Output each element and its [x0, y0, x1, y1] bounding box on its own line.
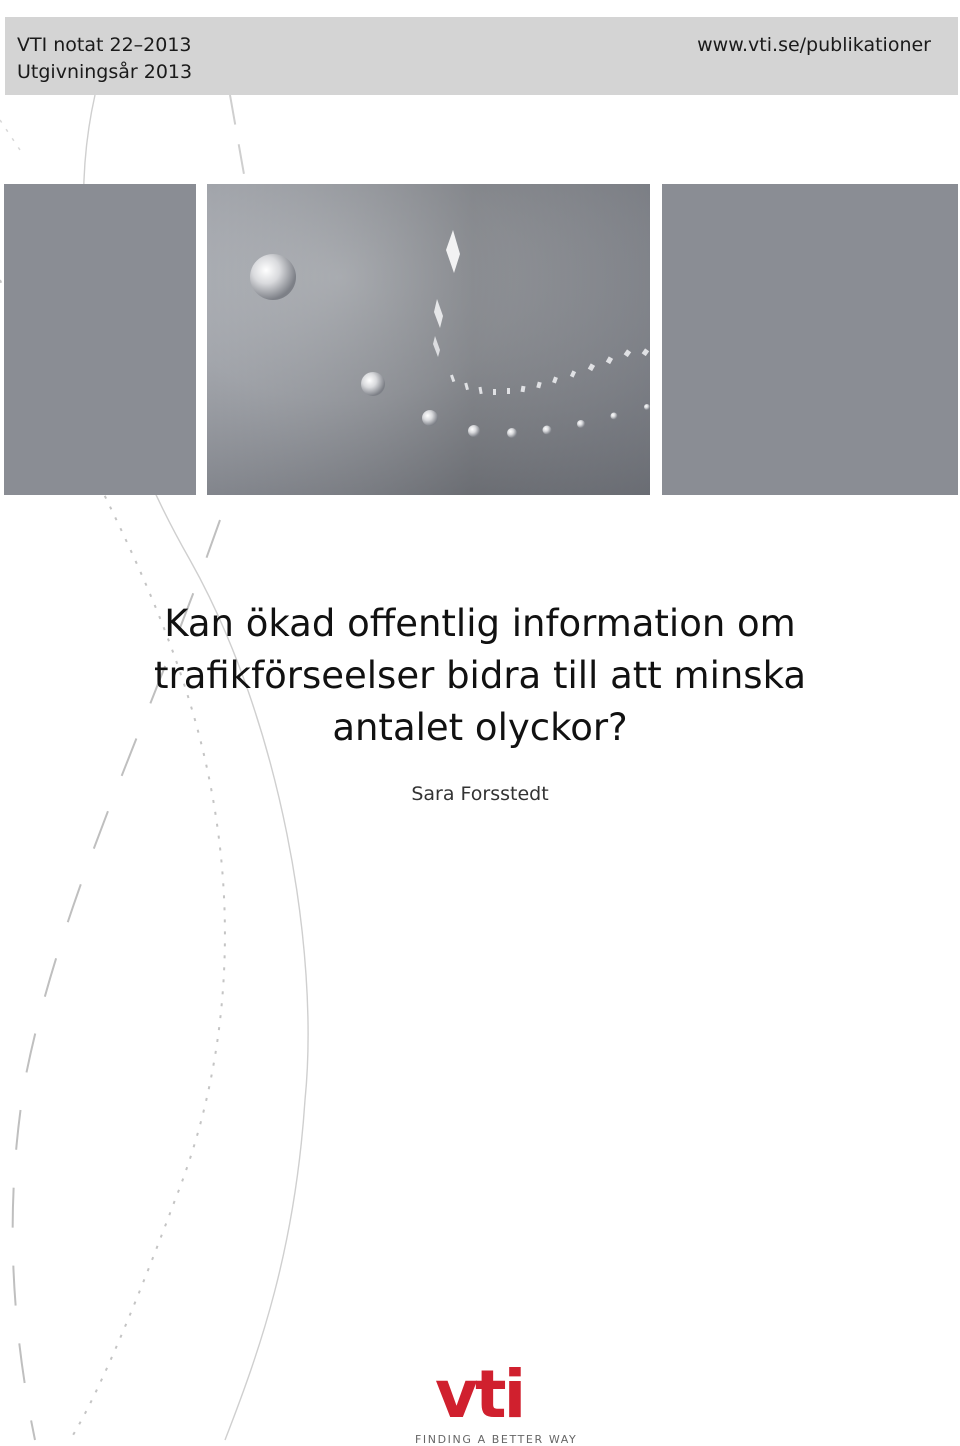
sphere-5: [507, 428, 517, 438]
sphere-9: [644, 404, 650, 410]
right-gray-panel: [662, 184, 958, 495]
website-url[interactable]: www.vti.se/publikationer: [697, 34, 931, 56]
left-gray-panel: [4, 184, 196, 495]
report-title: [80, 598, 880, 754]
sphere-2: [361, 372, 385, 396]
title-line-2: trafikförseelser bidra till att minska: [153, 654, 807, 697]
author-name: Sara Forsstedt: [411, 783, 549, 805]
notat-number: VTI notat 22–2013: [17, 34, 192, 56]
sphere-8: [611, 413, 618, 420]
header-band: [5, 17, 958, 95]
title-line-1: Kan ökad offentlig information om: [164, 602, 796, 645]
sphere-3: [422, 410, 438, 426]
vti-logo: [410, 1356, 578, 1446]
vti-tagline: FINDING A BETTER WAY: [415, 1433, 578, 1446]
cover-image: [207, 184, 650, 495]
publication-year: Utgivningsår 2013: [17, 61, 193, 83]
sphere-7: [577, 420, 585, 428]
title-line-3: antalet olyckor?: [332, 706, 628, 749]
sphere-1: [250, 254, 296, 300]
sphere-6: [543, 426, 552, 435]
sphere-4: [468, 425, 480, 437]
spheres-illustration: [207, 184, 650, 495]
vti-wordmark: vti: [435, 1356, 524, 1433]
